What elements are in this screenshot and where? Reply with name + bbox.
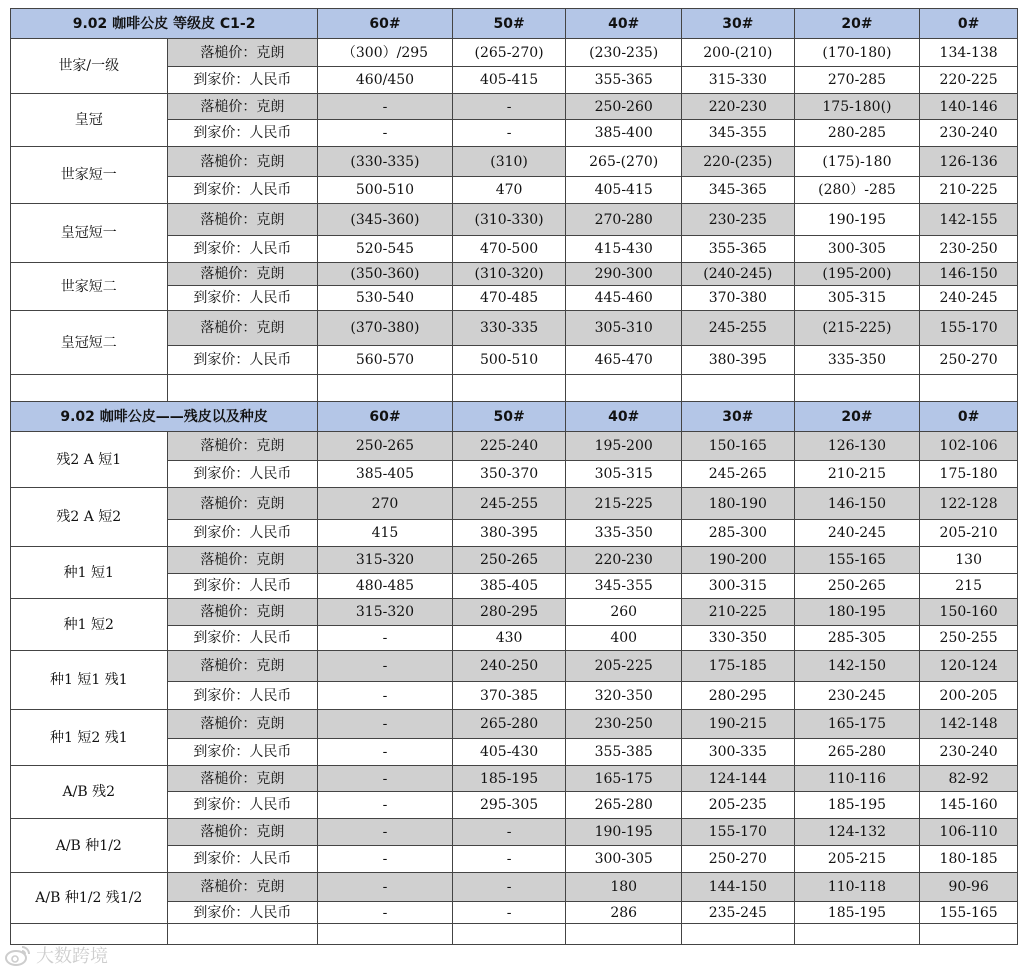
grade-header: 60#	[318, 402, 453, 432]
price-cell: 150-160	[920, 599, 1018, 626]
price-cell: -	[318, 873, 453, 902]
price-cell: 142-150	[794, 651, 920, 682]
price-cell: 405-430	[452, 739, 566, 766]
price-cell: 145-160	[920, 792, 1018, 819]
price-cell: (310)	[452, 147, 566, 177]
empty-cell	[566, 924, 682, 945]
grade-name-cell: A/B 残2	[11, 766, 168, 819]
price-cell: 385-400	[566, 120, 682, 147]
delivered-price-label: 到家价：人民币	[167, 682, 318, 710]
auction-price-label: 落槌价：克朗	[167, 263, 318, 286]
grade-header: 40#	[566, 9, 682, 39]
price-cell: 205-210	[920, 520, 1018, 547]
price-cell: 230-245	[794, 682, 920, 710]
price-cell: 405-415	[566, 177, 682, 204]
price-cell: 200-205	[920, 682, 1018, 710]
price-cell: (310-330)	[452, 204, 566, 236]
auction-price-label: 落槌价：克朗	[167, 766, 318, 792]
auction-price-label: 落槌价：克朗	[167, 819, 318, 846]
price-cell: 305-315	[566, 461, 682, 488]
price-cell: 560-570	[318, 346, 453, 375]
price-cell: -	[318, 766, 453, 792]
empty-cell	[794, 375, 920, 402]
price-cell: 240-250	[452, 651, 566, 682]
grade-name-cell: A/B 种1/2 残1/2	[11, 873, 168, 924]
price-cell: -	[318, 120, 453, 147]
price-cell: 82-92	[920, 766, 1018, 792]
price-cell: 470	[452, 177, 566, 204]
price-cell: -	[318, 94, 453, 120]
table-row	[11, 710, 1018, 739]
price-cell: 144-150	[682, 873, 795, 902]
price-cell: 250-265	[318, 432, 453, 461]
price-cell: -	[318, 682, 453, 710]
price-cell: 134-138	[920, 39, 1018, 67]
empty-cell	[920, 375, 1018, 402]
empty-cell	[566, 375, 682, 402]
price-cell: 230-250	[566, 710, 682, 739]
price-cell: 190-215	[682, 710, 795, 739]
price-cell: -	[318, 819, 453, 846]
price-cell: 330-350	[682, 626, 795, 651]
price-cell: 355-365	[566, 67, 682, 94]
price-cell: 385-405	[318, 461, 453, 488]
price-cell: 225-240	[452, 432, 566, 461]
empty-cell	[794, 924, 920, 945]
price-cell: 500-510	[452, 346, 566, 375]
watermark	[4, 940, 108, 970]
price-cell: 300-315	[682, 574, 795, 599]
empty-cell	[682, 375, 795, 402]
grade-header: 40#	[566, 402, 682, 432]
price-cell: 120-124	[920, 651, 1018, 682]
residual-table-header-row	[11, 402, 1018, 432]
price-cell: 165-175	[566, 766, 682, 792]
grade-header: 50#	[452, 402, 566, 432]
delivered-price-label: 到家价：人民币	[167, 236, 318, 263]
price-cell: (230-235)	[566, 39, 682, 67]
price-cell: 220-(235)	[682, 147, 795, 177]
price-cell: 445-460	[566, 286, 682, 311]
price-cell: 185-195	[794, 792, 920, 819]
price-cell: 195-200	[566, 432, 682, 461]
grade-name-cell: 种1 短2 残1	[11, 710, 168, 766]
price-cell: 220-230	[566, 547, 682, 574]
price-cell: 315-320	[318, 547, 453, 574]
empty-cell	[920, 924, 1018, 945]
auction-price-label: 落槌价：克朗	[167, 39, 318, 67]
price-cell: -	[452, 873, 566, 902]
price-cell: 155-165	[794, 547, 920, 574]
weibo-logo-icon	[4, 943, 32, 967]
auction-price-label: 落槌价：克朗	[167, 432, 318, 461]
price-cell: (215-225)	[794, 311, 920, 346]
price-cell: -	[452, 902, 566, 924]
price-cell: 230-250	[920, 236, 1018, 263]
empty-cell	[318, 375, 453, 402]
auction-price-label: 落槌价：克朗	[167, 488, 318, 520]
auction-price-label: 落槌价：克朗	[167, 94, 318, 120]
price-cell: 106-110	[920, 819, 1018, 846]
price-cell: 146-150	[794, 488, 920, 520]
price-cell: 315-330	[682, 67, 795, 94]
price-cell: 200-(210)	[682, 39, 795, 67]
delivered-price-label: 到家价：人民币	[167, 792, 318, 819]
price-cell: 175-180	[920, 461, 1018, 488]
grade-name-cell: 残2 A 短1	[11, 432, 168, 488]
price-cell: 245-265	[682, 461, 795, 488]
table-row	[11, 488, 1018, 520]
auction-price-label: 落槌价：克朗	[167, 547, 318, 574]
grade-name-cell: 种1 短2	[11, 599, 168, 651]
price-cell: 180	[566, 873, 682, 902]
price-cell: -	[452, 94, 566, 120]
price-cell: 370-380	[682, 286, 795, 311]
table-row	[11, 94, 1018, 120]
price-cell: -	[318, 651, 453, 682]
price-cell: 250-260	[566, 94, 682, 120]
delivered-price-label: 到家价：人民币	[167, 346, 318, 375]
grade-header: 50#	[452, 9, 566, 39]
price-cell: 350-370	[452, 461, 566, 488]
price-cell: -	[318, 902, 453, 924]
price-cell: （300）/295	[318, 39, 453, 67]
grade-table-header-row	[11, 9, 1018, 39]
price-cell: 400	[566, 626, 682, 651]
price-cell: 205-225	[566, 651, 682, 682]
delivered-price-label: 到家价：人民币	[167, 846, 318, 873]
price-cell: 235-245	[682, 902, 795, 924]
price-cell: 190-200	[682, 547, 795, 574]
price-cell: -	[452, 120, 566, 147]
price-cell: 146-150	[920, 263, 1018, 286]
price-cell: 315-320	[318, 599, 453, 626]
price-cell: 240-245	[794, 520, 920, 547]
delivered-price-label: 到家价：人民币	[167, 739, 318, 766]
table-row	[11, 766, 1018, 792]
delivered-price-label: 到家价：人民币	[167, 67, 318, 94]
price-cell: 180-190	[682, 488, 795, 520]
price-cell: 155-170	[682, 819, 795, 846]
price-cell: 190-195	[566, 819, 682, 846]
price-cell: 370-385	[452, 682, 566, 710]
price-cell: 500-510	[318, 177, 453, 204]
price-cell: 270	[318, 488, 453, 520]
price-cell: 355-385	[566, 739, 682, 766]
price-cell: 345-365	[682, 177, 795, 204]
price-cell: 110-118	[794, 873, 920, 902]
auction-price-label: 落槌价：克朗	[167, 147, 318, 177]
grade-name-cell: 种1 短1 残1	[11, 651, 168, 710]
delivered-price-label: 到家价：人民币	[167, 286, 318, 311]
price-cell: 205-235	[682, 792, 795, 819]
grade-header: 0#	[920, 9, 1018, 39]
residual-table-title: 9.02 咖啡公皮——残皮以及种皮	[11, 402, 318, 432]
price-cell: 126-136	[920, 147, 1018, 177]
grade-header: 30#	[682, 9, 795, 39]
empty-cell	[167, 375, 318, 402]
price-cell: 205-215	[794, 846, 920, 873]
price-cell: 520-545	[318, 236, 453, 263]
price-cell: 280-295	[682, 682, 795, 710]
price-cell: 530-540	[318, 286, 453, 311]
price-cell: 180-195	[794, 599, 920, 626]
price-cell: 480-485	[318, 574, 453, 599]
price-cell: 380-395	[682, 346, 795, 375]
price-cell: 155-165	[920, 902, 1018, 924]
auction-price-label: 落槌价：克朗	[167, 873, 318, 902]
price-cell: 110-116	[794, 766, 920, 792]
price-cell: 126-130	[794, 432, 920, 461]
grade-name-cell: 世家短一	[11, 147, 168, 204]
price-cell: (265-270)	[452, 39, 566, 67]
price-cell: 245-255	[682, 311, 795, 346]
grade-header: 60#	[318, 9, 453, 39]
price-cell: 305-310	[566, 311, 682, 346]
grade-name-cell: 皇冠短一	[11, 204, 168, 263]
price-cell: (345-360)	[318, 204, 453, 236]
auction-price-label: 落槌价：克朗	[167, 599, 318, 626]
price-cell: 142-155	[920, 204, 1018, 236]
price-cell: 465-470	[566, 346, 682, 375]
empty-cell	[11, 375, 168, 402]
grade-name-cell: 世家短二	[11, 263, 168, 311]
price-cell: 280-295	[452, 599, 566, 626]
price-cell: 142-148	[920, 710, 1018, 739]
table-row	[11, 204, 1018, 236]
price-cell: 102-106	[920, 432, 1018, 461]
price-cell: 290-300	[566, 263, 682, 286]
price-cell: (310-320)	[452, 263, 566, 286]
price-cell: 405-415	[452, 67, 566, 94]
price-cell: 280-285	[794, 120, 920, 147]
price-cell: 150-165	[682, 432, 795, 461]
grade-name-cell: A/B 种1/2	[11, 819, 168, 873]
price-cell: 335-350	[566, 520, 682, 547]
price-cell: 155-170	[920, 311, 1018, 346]
price-cell: 230-240	[920, 120, 1018, 147]
price-cell: 230-235	[682, 204, 795, 236]
auction-price-label: 落槌价：克朗	[167, 204, 318, 236]
price-cell: 430	[452, 626, 566, 651]
table-row	[11, 651, 1018, 682]
grade-name-cell: 皇冠	[11, 94, 168, 147]
grade-name-cell: 种1 短1	[11, 547, 168, 599]
price-cell: -	[318, 739, 453, 766]
delivered-price-label: 到家价：人民币	[167, 626, 318, 651]
price-cell: 260	[566, 599, 682, 626]
price-cell: 210-215	[794, 461, 920, 488]
price-cell: 122-128	[920, 488, 1018, 520]
grade-name-cell: 残2 A 短2	[11, 488, 168, 547]
price-cell: 385-405	[452, 574, 566, 599]
price-cell: 250-265	[452, 547, 566, 574]
price-cell: 220-225	[920, 67, 1018, 94]
table-row	[11, 819, 1018, 846]
price-cell: 415-430	[566, 236, 682, 263]
price-cell: 415	[318, 520, 453, 547]
empty-cell	[167, 924, 318, 945]
price-cell: 190-195	[794, 204, 920, 236]
price-cell: 185-195	[452, 766, 566, 792]
empty-cell	[452, 924, 566, 945]
price-cell: 90-96	[920, 873, 1018, 902]
price-cell: 305-315	[794, 286, 920, 311]
price-cell: 215-225	[566, 488, 682, 520]
spacer-row	[11, 924, 1018, 945]
price-cell: 240-245	[920, 286, 1018, 311]
price-cell: 300-305	[794, 236, 920, 263]
grade-name-cell: 皇冠短二	[11, 311, 168, 375]
price-cell: -	[318, 710, 453, 739]
table-row	[11, 599, 1018, 626]
price-cell: (170-180)	[794, 39, 920, 67]
price-cell: 265-280	[794, 739, 920, 766]
grade-header: 20#	[794, 402, 920, 432]
table-row	[11, 147, 1018, 177]
price-cell: 460/450	[318, 67, 453, 94]
auction-price-label: 落槌价：克朗	[167, 710, 318, 739]
price-cell: 140-146	[920, 94, 1018, 120]
watermark-text: 大数跨境	[36, 946, 108, 967]
price-cell: 300-305	[566, 846, 682, 873]
grade-table-title: 9.02 咖啡公皮 等级皮 C1-2	[11, 9, 318, 39]
price-cell: 345-355	[566, 574, 682, 599]
delivered-price-label: 到家价：人民币	[167, 461, 318, 488]
grade-header: 20#	[794, 9, 920, 39]
price-table	[10, 8, 1018, 945]
price-cell: 175-180()	[794, 94, 920, 120]
auction-price-label: 落槌价：克朗	[167, 651, 318, 682]
price-cell: (175)-180	[794, 147, 920, 177]
price-cell: 210-225	[920, 177, 1018, 204]
table-row	[11, 432, 1018, 461]
price-cell: 165-175	[794, 710, 920, 739]
price-cell: 230-240	[920, 739, 1018, 766]
table-row	[11, 311, 1018, 346]
price-cell: (195-200)	[794, 263, 920, 286]
price-cell: (350-360)	[318, 263, 453, 286]
price-cell: 265-280	[452, 710, 566, 739]
empty-cell	[682, 924, 795, 945]
grade-name-cell: 世家/一级	[11, 39, 168, 94]
price-cell: 345-355	[682, 120, 795, 147]
table-row	[11, 263, 1018, 286]
price-cell: 355-365	[682, 236, 795, 263]
price-cell: (280）-285	[794, 177, 920, 204]
price-cell: 185-195	[794, 902, 920, 924]
price-cell: 180-185	[920, 846, 1018, 873]
price-cell: 250-270	[682, 846, 795, 873]
price-cell: -	[318, 626, 453, 651]
grade-header: 0#	[920, 402, 1018, 432]
price-cell: -	[318, 792, 453, 819]
price-cell: 330-335	[452, 311, 566, 346]
price-cell: 285-300	[682, 520, 795, 547]
price-cell: -	[452, 819, 566, 846]
price-cell: 250-255	[920, 626, 1018, 651]
price-cell: 380-395	[452, 520, 566, 547]
price-cell: 470-500	[452, 236, 566, 263]
delivered-price-label: 到家价：人民币	[167, 520, 318, 547]
delivered-price-label: 到家价：人民币	[167, 177, 318, 204]
price-cell: 295-305	[452, 792, 566, 819]
price-cell: -	[452, 846, 566, 873]
price-cell: 320-350	[566, 682, 682, 710]
table-row	[11, 547, 1018, 574]
price-cell: 300-335	[682, 739, 795, 766]
price-cell: (240-245)	[682, 263, 795, 286]
price-cell: 270-285	[794, 67, 920, 94]
price-cell: 250-265	[794, 574, 920, 599]
price-cell: (330-335)	[318, 147, 453, 177]
price-cell: (370-380)	[318, 311, 453, 346]
spacer-row	[11, 375, 1018, 402]
auction-price-label: 落槌价：克朗	[167, 311, 318, 346]
price-cell: -	[318, 846, 453, 873]
delivered-price-label: 到家价：人民币	[167, 902, 318, 924]
price-cell: 175-185	[682, 651, 795, 682]
price-cell: 215	[920, 574, 1018, 599]
grade-header: 30#	[682, 402, 795, 432]
price-cell: 286	[566, 902, 682, 924]
price-cell: 470-485	[452, 286, 566, 311]
price-cell: 210-225	[682, 599, 795, 626]
price-cell: 245-255	[452, 488, 566, 520]
price-cell: 220-230	[682, 94, 795, 120]
empty-cell	[452, 375, 566, 402]
delivered-price-label: 到家价：人民币	[167, 120, 318, 147]
price-cell: 285-305	[794, 626, 920, 651]
price-cell: 265-280	[566, 792, 682, 819]
price-cell: 265-(270)	[566, 147, 682, 177]
price-cell: 335-350	[794, 346, 920, 375]
delivered-price-label: 到家价：人民币	[167, 574, 318, 599]
price-cell: 270-280	[566, 204, 682, 236]
price-cell: 124-132	[794, 819, 920, 846]
table-row	[11, 39, 1018, 67]
price-cell: 250-270	[920, 346, 1018, 375]
price-cell: 130	[920, 547, 1018, 574]
empty-cell	[318, 924, 453, 945]
price-cell: 124-144	[682, 766, 795, 792]
table-row	[11, 873, 1018, 902]
